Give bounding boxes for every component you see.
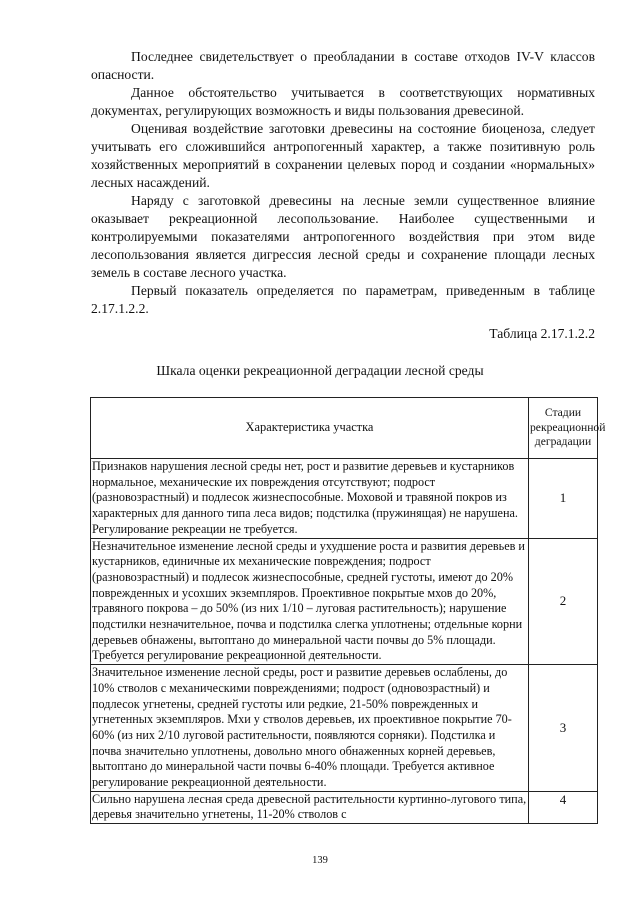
paragraph-4: Наряду с заготовкой древесины на лесные земли существенное влияние оказывает рекреационной лесопользование. Наиболее существенными и контролируемыми показателями антропогенного воздействия при этом виде лесопользования является дигрессия лесной среды и сохранение площади лесных земель в составе лесного участка.: [91, 193, 595, 280]
row-stage: 3: [529, 665, 598, 792]
table-title: Шкала оценки рекреационной деградации лесной среды: [156, 363, 484, 378]
table-label: Таблица 2.17.1.2.2: [489, 326, 595, 341]
row-description: Значительное изменение лесной среды, рост и развитие деревьев ослаблены, до 10% стволов с механическими повреждениями; подрост (одновозрастный) и подлесок угнетены, средней густоты или редкие, 21-50% поврежденных и угнетенных экземпляров. Мхи у стволов деревьев, их проективное покрытие 70-60% (из них 2/10 луговой растительности, появляются сорняки). Подстилка и почва значительно уплотнены, довольно много обнаженных корней деревьев, вытоптано до минеральной части почвы 6-40% площади. Требуется активное регулирование рекреационной деятельности.: [91, 665, 529, 792]
table-row: [91, 665, 598, 792]
paragraph-1: Последнее свидетельствует о преобладании в составе отходов IV-V классов опасности.: [91, 49, 595, 82]
row-stage: 2: [529, 538, 598, 665]
row-stage: 1: [529, 459, 598, 539]
page-number: 139: [312, 855, 328, 866]
table-header-row: [91, 398, 598, 459]
table-row: [91, 538, 598, 665]
header-stage: Стадии рекреационной деградации: [529, 398, 598, 459]
row-description: Признаков нарушения лесной среды нет, рост и развитие деревьев и кустарников нормальное, механические их повреждения отсутствуют; подрост (разновозрастный) и подлесок жизнеспособные. Моховой и травяной покров из характерных для данного типа леса видов; подстилка (пружинящая) не нарушена. Регулирование рекреации не требуется.: [91, 459, 529, 539]
row-description: Незначительное изменение лесной среды и ухудшение роста и развития деревьев и кустарников, единичные их механические повреждения; подрост (разновозрастный) и подлесок жизнеспособные, средней густоты, имеют до 20% поврежденных и усохших экземпляров. Проективное покрытые мхов до 20%, травяного покрова – до 50% (из них 1/10 – луговая растительность); нарушение подстилки незначительное, почва и подстилка слегка уплотнены; отдельные корни деревьев обнажены, вытоптано до минеральной части почвы до 5% площади. Требуется регулирование рекреационной деятельности.: [91, 538, 529, 665]
row-stage: 4: [529, 791, 598, 823]
paragraph-5: Первый показатель определяется по параметрам, приведенным в таблице 2.17.1.2.2.: [91, 283, 595, 316]
degradation-scale-table: [90, 397, 606, 824]
row-description: Сильно нарушена лесная среда древесной растительности куртинно-лугового типа, деревья значительно угнетены, 11-20% стволов с: [91, 791, 529, 823]
header-description: Характеристика участка: [91, 398, 529, 459]
paragraph-2: Данное обстоятельство учитывается в соответствующих нормативных документах, регулирующих возможность и виды пользования древесиной.: [91, 85, 595, 118]
table-row: [91, 791, 598, 823]
paragraph-3: Оценивая воздействие заготовки древесины на состояние биоценоза, следует учитывать его сложившийся антропогенный характер, а также позитивную роль хозяйственных мероприятий в сохранении целевых пород и создании «нормальных» лесных насаждений.: [91, 121, 595, 190]
table-row: [91, 459, 598, 539]
